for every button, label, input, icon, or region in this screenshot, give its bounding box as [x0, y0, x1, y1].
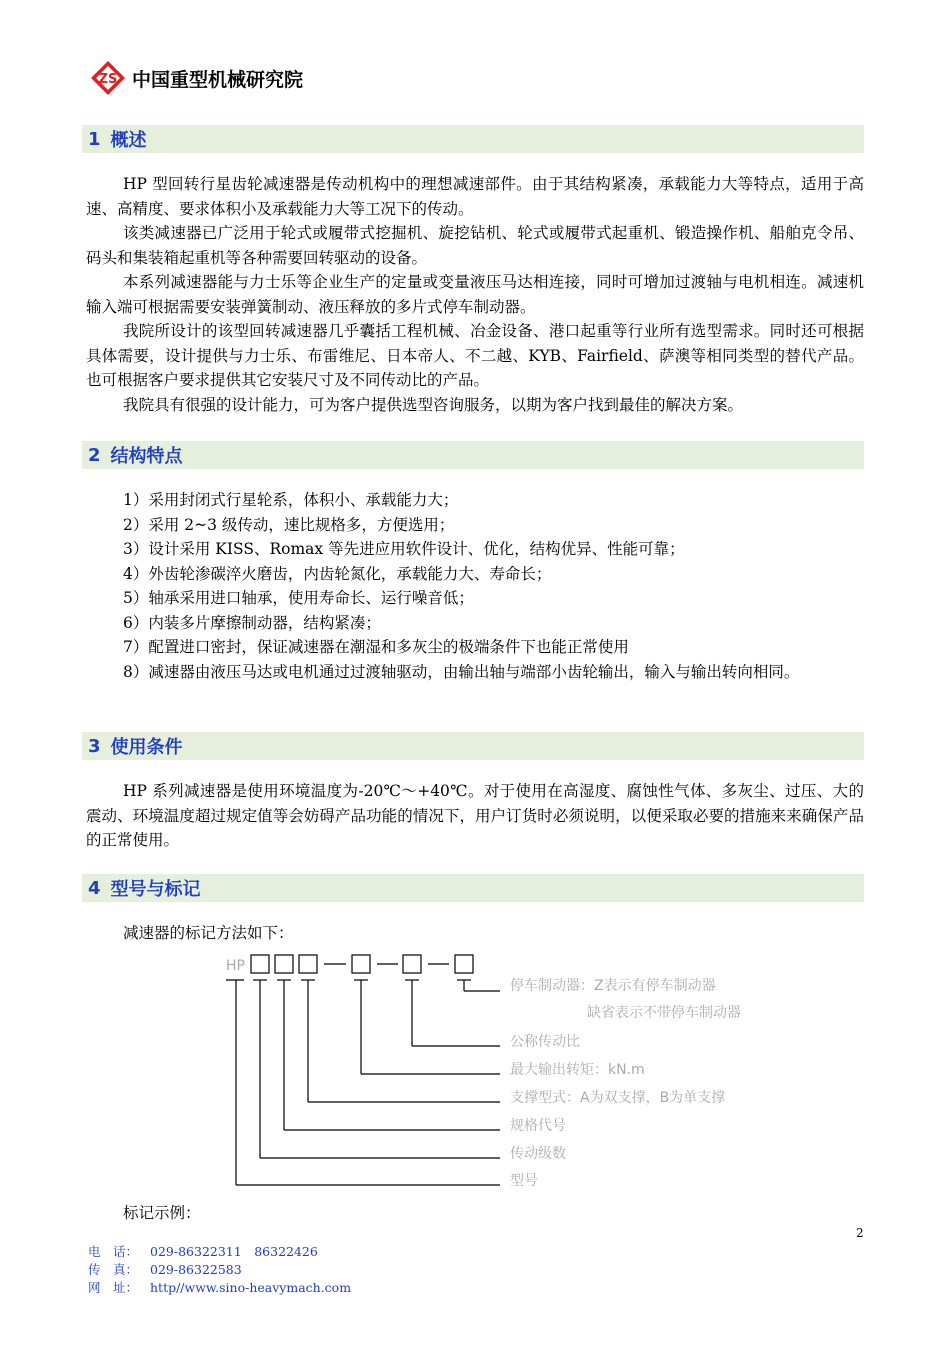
- designation-box: [352, 955, 370, 973]
- paragraph: 该类减速器已广泛用于轮式或履带式挖掘机、旋挖钻机、轮式或履带式起重机、锻造操作机、船舶克令吊、码头和集装箱起重机等各种需要回转驱动的设备。: [86, 224, 864, 267]
- fax-label: 传 真：: [88, 1262, 139, 1277]
- designation-box: [251, 955, 269, 973]
- label-size-code: 规格代号: [510, 1118, 566, 1134]
- website-link[interactable]: http//www.sino-heavymach.com: [150, 1280, 352, 1295]
- section-number: 2: [88, 444, 101, 466]
- list-item: 2）采用 2~3 级传动，速比规格多，方便选用；: [123, 515, 455, 534]
- designation-box: [403, 955, 421, 973]
- list-item: 7）配置进口密封，保证减速器在潮湿和多灰尘的极端条件下也能正常使用: [123, 638, 629, 656]
- list-item: 6）内装多片摩擦制动器，结构紧凑；: [123, 613, 381, 632]
- example-caption-block: [86, 1201, 864, 1226]
- paragraph: 减速器的标记方法如下：: [123, 924, 294, 942]
- label-parking-brake: 停车制动器：Z表示有停车制动器: [510, 978, 716, 994]
- section-number: 4: [88, 877, 101, 899]
- website-label: 网 址：: [88, 1280, 139, 1295]
- diagram-prefix: HP: [226, 958, 245, 974]
- section-title: 型号与标记: [110, 879, 201, 900]
- website-row: [88, 1279, 351, 1297]
- paragraph: 本系列减速器能与力士乐等企业生产的定量或变量液压马达相连接，同时可增加过渡轴与电机相连。减速机输入端可根据需要安装弹簧制动、液压释放的多片式停车制动器。: [86, 273, 864, 316]
- label-model: 型号: [510, 1173, 538, 1189]
- label-torque: 最大输出转矩：kN.m: [510, 1062, 645, 1078]
- leader-lines: [226, 980, 500, 1185]
- list-item: 3）设计采用 KISS、Romax 等先进应用软件设计、优化，结构优异、性能可靠；: [123, 540, 685, 558]
- label-ratio: 公称传动比: [510, 1034, 580, 1050]
- phone-value: 029-86322311 86322426: [150, 1244, 318, 1259]
- designation-box: [275, 955, 293, 973]
- phone-row: [88, 1243, 351, 1261]
- designation-box: [455, 955, 473, 973]
- list-item: 1）采用封闭式行星轮系，体积小、承载能力大；: [123, 491, 459, 509]
- section-title: 使用条件: [110, 737, 183, 758]
- paragraph: HP 型回转行星齿轮减速器是传动机构中的理想减速部件。由于其结构紧凑，承载能力大等特点，适用于高速、高精度、要求体积小及承载能力大等工况下的传动。: [86, 175, 864, 218]
- list-item: 4）外齿轮渗碳淬火磨齿，内齿轮氮化，承载能力大、寿命长；: [123, 564, 552, 583]
- svg-text:ZS: ZS: [98, 72, 118, 87]
- section-number: 1: [88, 128, 101, 150]
- label-support: 支撑型式：A为双支撑，B为单支撑: [510, 1090, 726, 1106]
- fax-row: [88, 1261, 351, 1279]
- label-stages: 传动级数: [510, 1146, 566, 1162]
- org-name: 中国重型机械研究院: [132, 68, 304, 91]
- paragraph: 我院具有很强的设计能力，可为客户提供选型咨询服务，以期为客户找到最佳的解决方案。: [123, 395, 744, 414]
- page-number: 2: [856, 1226, 864, 1240]
- fax-value: 029-86322583: [150, 1262, 242, 1277]
- paragraph: HP 系列减速器是使用环境温度为-20℃～+40℃。对于使用在高湿度、腐蚀性气体、多灰尘、过压、大的震动、环境温度超过规定值等会妨碍产品功能的情况下，用户订货时必须说明，以便采取必要的措施来来确保产品的正常使用。: [86, 782, 864, 849]
- designation-box: [299, 955, 317, 973]
- label-no-brake: 缺省表示不带停车制动器: [587, 1005, 741, 1021]
- list-item: 8）减速器由液压马达或电机通过过渡轴驱动，由输出轴与端部小齿轮输出，输入与输出转向相同。: [123, 662, 800, 681]
- phone-label: 电 话：: [88, 1244, 139, 1259]
- section-title: 结构特点: [110, 446, 183, 467]
- list-item: 5）轴承采用进口轴承，使用寿命长、运行噪音低；: [123, 589, 474, 607]
- contact-footer: [88, 1243, 351, 1297]
- paragraph: 我院所设计的该型回转减速器几乎囊括工程机械、冶金设备、港口起重等行业所有选型需求。同时还可根据具体需要，设计提供与力士乐、布雷维尼、日本帝人、不二越、KYB、Fairfield、萨澳等相同类型的替代产品。也可根据客户要求提供其它安装尺寸及不同传动比的产品。: [86, 322, 864, 389]
- section-title: 概述: [110, 130, 147, 151]
- example-caption: 标记示例：: [123, 1204, 201, 1222]
- section-number: 3: [88, 735, 101, 757]
